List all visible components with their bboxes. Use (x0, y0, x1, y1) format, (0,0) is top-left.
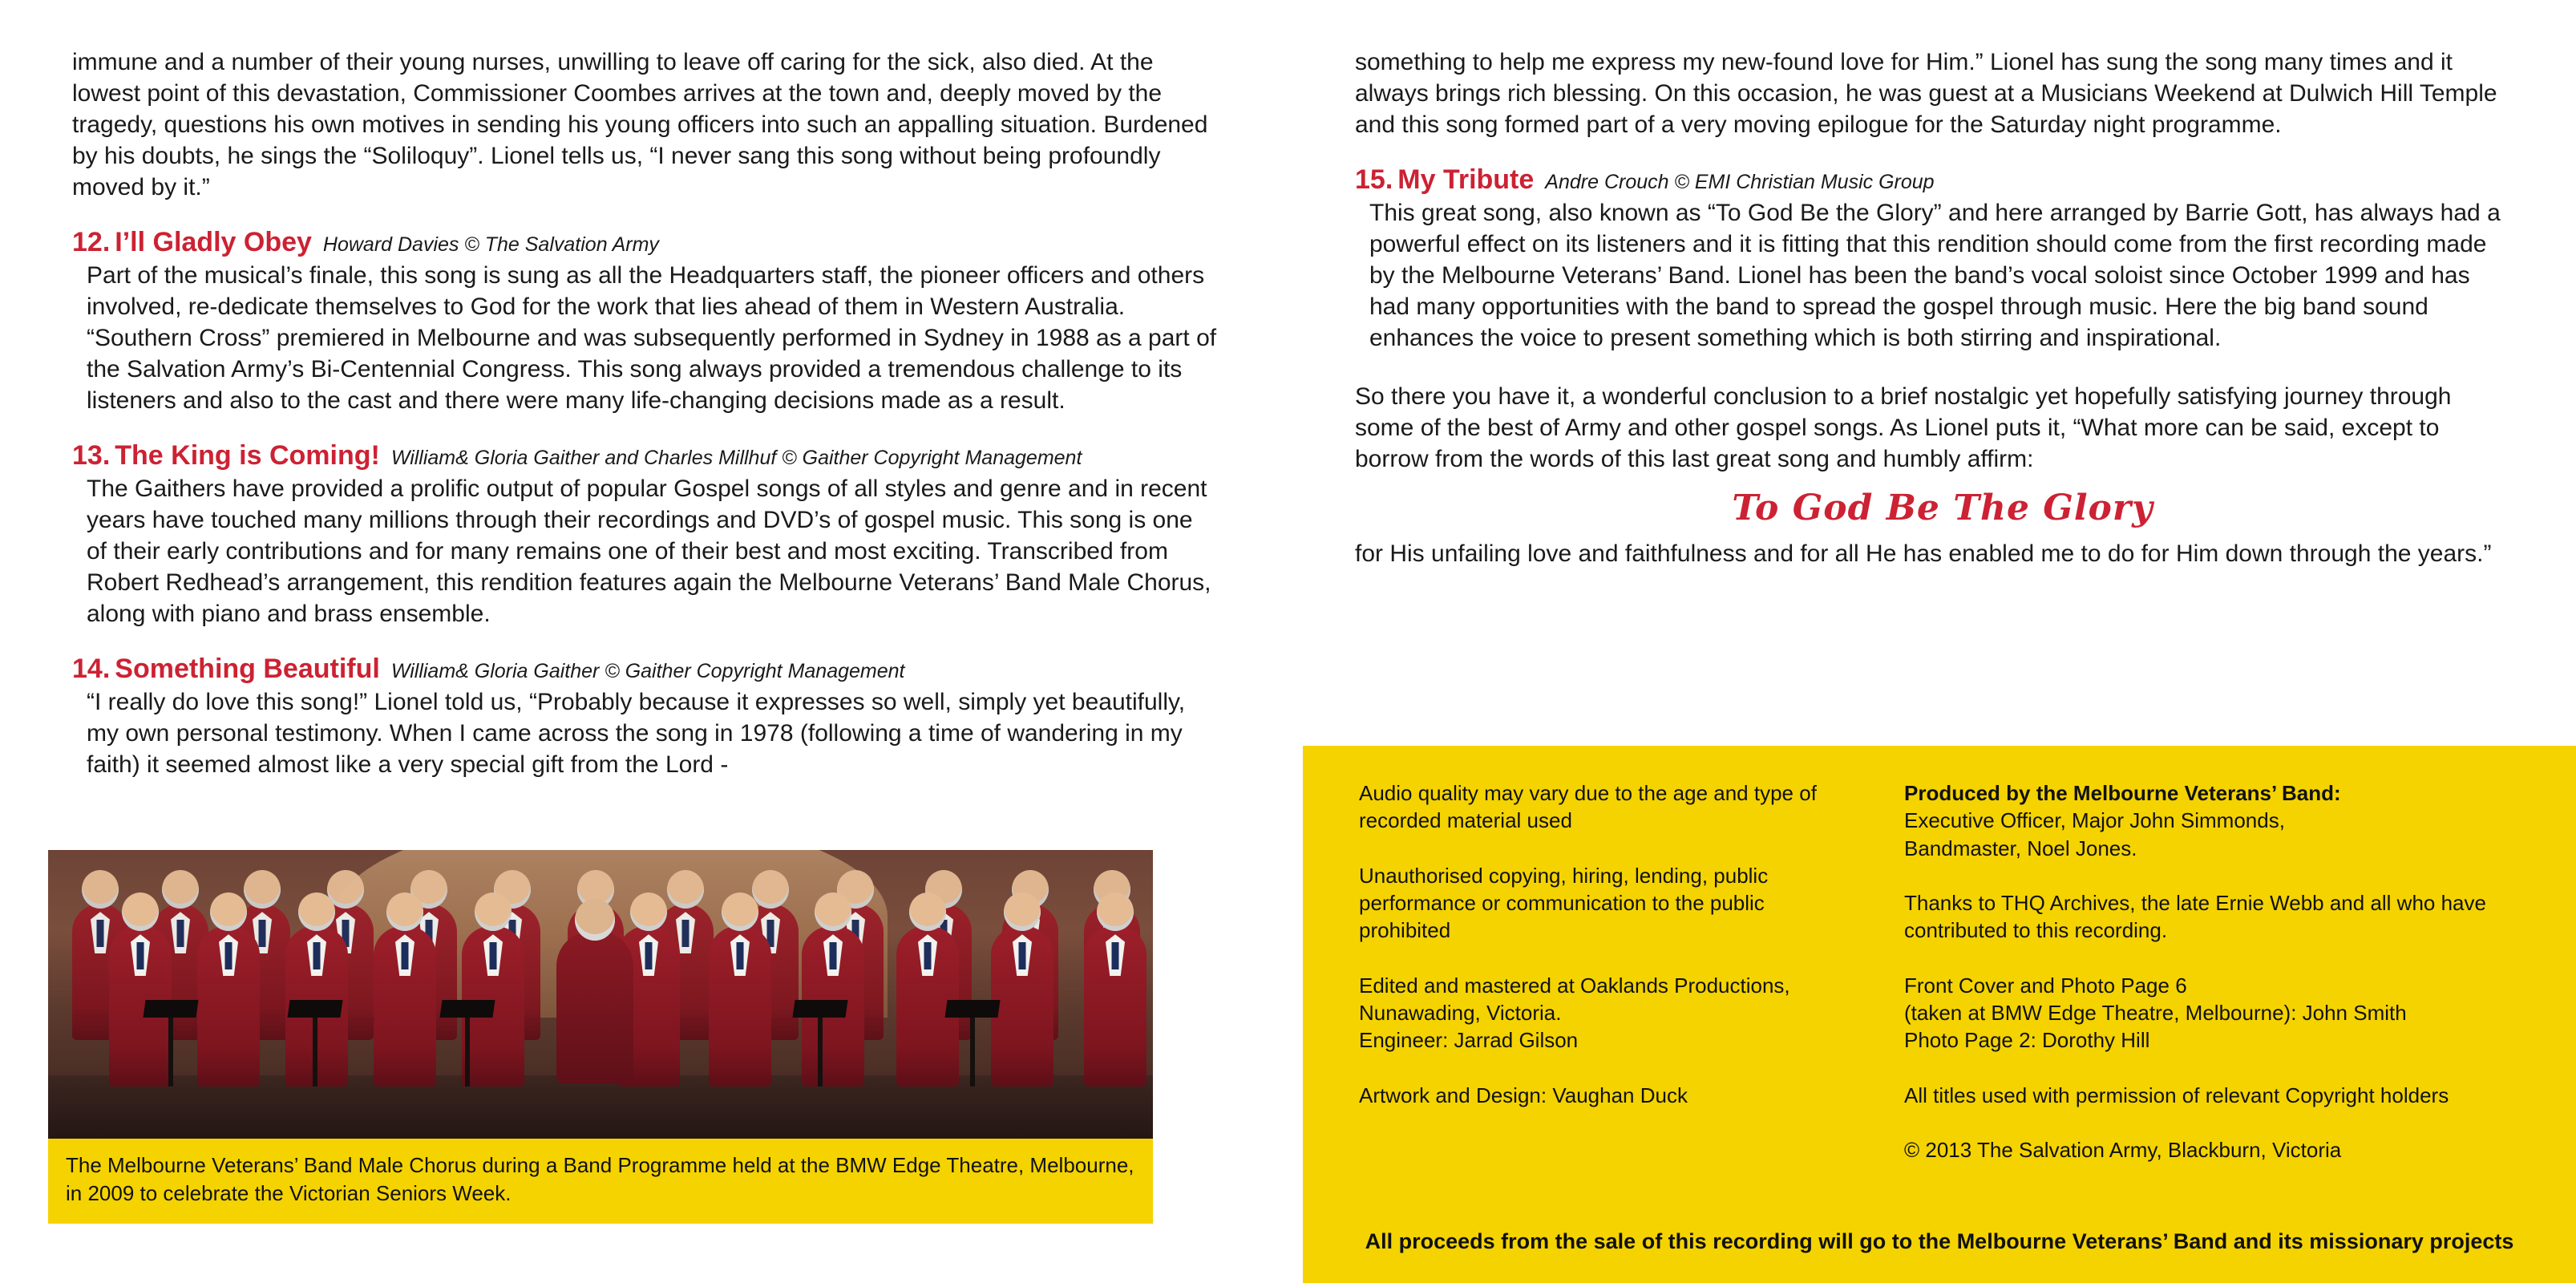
right-column (1355, 0, 2501, 576)
credit-engineer: Engineer: Jarrad Gilson (1359, 1028, 1579, 1053)
music-stand (970, 1013, 975, 1087)
track-entry-14 (72, 654, 1219, 685)
conductor (556, 931, 633, 1083)
credit-copyright: © 2013 The Salvation Army, Blackburn, Victoria (1904, 1137, 2342, 1162)
music-stand (465, 1013, 470, 1087)
left-column (72, 0, 1219, 780)
credit-thanks: Thanks to THQ Archives, the late Ernie Webb and all who have contributed to this recording. (1904, 890, 2486, 943)
track-number: 14. (72, 654, 111, 685)
chorus-member (709, 926, 771, 1087)
track-description-15: This great song, also known as “To God Be the Glory” and here arranged by Barrie Gott, has always had a powerful effect on its listeners and it is fitting that this rendition should come from the first recording made by the Melbourne Veterans’ Band. Lionel has been the band’s vocal soloist since October 1999 and has had many opportunities with the band to spread the gospel through music. Here the big band sound enhances the voice to present something which is both stirring and inspirational. (1369, 200, 2501, 352)
chorus-member (197, 926, 260, 1087)
closing-paragraph: So there you have it, a wonderful conclusion to a brief nostalgic yet hopefully satisfying journey through some of the best of Army and other gospel songs. As Lionel puts it, “What more can be said, except to borrow from the words of this last great song and humbly affirm: (1355, 383, 2452, 473)
credit-mastering: Edited and mastered at Oaklands Productions, Nunawading, Victoria. (1359, 973, 1790, 1025)
track-description-14: “I really do love this song!” Lionel told us, “Probably because it expresses so well, simply yet beautifully, my own personal testimony. When I came across the song in 1978 (following a time of wandering in my faith) it seemed almost like a very special gift from the Lord - (87, 689, 1186, 779)
track-title: I’ll Gladly Obey (115, 227, 312, 257)
track-title: Something Beautiful (115, 654, 380, 685)
music-stand (313, 1013, 317, 1087)
track-entry-15 (1355, 164, 2501, 196)
track-title: The King is Coming! (115, 440, 380, 472)
credit-bandmaster: Bandmaster, Noel Jones. (1904, 836, 2137, 860)
track-entry-13 (72, 440, 1219, 472)
credit-executive-officer: Executive Officer, Major John Simmonds, (1904, 808, 2285, 833)
credit-titles-permission: All titles used with permission of relevant Copyright holders (1904, 1083, 2449, 1107)
band-male-chorus-photo (48, 850, 1153, 1139)
track-credit: William& Gloria Gaither and Charles Millhuf © Gaither Copyright Management (390, 447, 1082, 470)
track-credit: Howard Davies © The Salvation Army (322, 233, 659, 256)
track-title: My Tribute (1397, 164, 1535, 195)
music-stand (168, 1013, 173, 1087)
to-god-be-the-glory-script: To God Be The Glory (1732, 488, 2153, 529)
credit-front-cover: Front Cover and Photo Page 6 (1904, 973, 2187, 998)
credit-unauthorised-copying: Unauthorised copying, hiring, lending, public performance or communication to the public prohibited (1359, 863, 1769, 943)
track-number: 12. (72, 227, 111, 257)
music-stand (818, 1013, 823, 1087)
chorus-member (374, 926, 436, 1087)
track-credit: William& Gloria Gaither © Gaither Copyright Management (390, 660, 905, 683)
credits-columns (1359, 779, 2544, 1191)
credit-photo-page-6: (taken at BMW Edge Theatre, Melbourne): John Smith (1904, 1000, 2407, 1025)
credit-artwork-design: Artwork and Design: Vaughan Duck (1359, 1083, 1688, 1107)
track-description-13: The Gaithers have provided a prolific output of popular Gospel songs of all styles and genre and in recent years have touched many millions through their recordings and DVD’s of gospel music. This song is one of their early contributions and for many remains one of their best and most exciting. Transcribed from Robert Redhead’s arrangement, this rendition features again the Melbourne Veterans’ Band Male Chorus, along with piano and brass ensemble. (87, 476, 1211, 628)
track-number: 13. (72, 440, 111, 472)
credit-produced-by-heading: Produced by the Melbourne Veterans’ Band: (1904, 781, 2341, 805)
track-entry-12 (72, 227, 1219, 258)
credits-left-column (1359, 779, 1856, 1191)
track-number: 15. (1355, 164, 1393, 195)
credits-footer-note: All proceeds from the sale of this recording will go to the Melbourne Veterans’ Band and its missionary projects (1365, 1229, 2514, 1253)
track-credit: Andre Crouch © EMI Christian Music Group (1545, 171, 1935, 193)
intro-paragraph: immune and a number of their young nurses, unwilling to leave off caring for the sick, also died. At the lowest point of this devastation, Commissioner Coombes arrives at the town and, deeply moved by the tragedy, questions his own motives in sending his young officers into such an appalling situation. Burdened by his doubts, he sings the “Soliloquy”. Lionel tells us, “I never sang this song without being profoundly moved by it.” (72, 49, 1208, 200)
continued-paragraph: something to help me express my new-found love for Him.” Lionel has sung the song many times and it always brings rich blessing. On this occasion, he was guest at a Musicians Weekend at Dulwich Hill Temple and this song formed part of a very moving epilogue for the Saturday night programme. (1355, 49, 2497, 138)
credits-panel (1303, 746, 2576, 1283)
final-paragraph: for His unfailing love and faithfulness and for all He has enabled me to do for Him down through the years.” (1355, 540, 2492, 568)
photo-block (48, 850, 1153, 1224)
chorus-member (1084, 926, 1146, 1087)
photo-caption-bar (48, 1139, 1153, 1224)
credit-photo-page-2: Photo Page 2: Dorothy Hill (1904, 1028, 2150, 1053)
credits-right-column (1904, 779, 2529, 1191)
photo-caption: The Melbourne Veterans’ Band Male Chorus during a Band Programme held at the BMW Edge Theatre, Melbourne, in 2009 to celebrate the Victorian Seniors Week. (66, 1153, 1134, 1206)
credit-audio-quality: Audio quality may vary due to the age and type of recorded material used (1359, 781, 1817, 833)
photo-chorus-row (48, 908, 1153, 1087)
track-description-12: Part of the musical’s finale, this song is sung as all the Headquarters staff, the pioneer officers and others involved, re-dedicate themselves to God for the work that lies ahead of them in Western Australia. “Southern Cross” premiered in Melbourne and was subsequently performed in Sydney in 1988 as a part of the Salvation Army’s Bi-Centennial Congress. This song always provided a tremendous challenge to its listeners and also to the cast and there were many life-changing decisions made as a result. (87, 262, 1217, 415)
chorus-member (991, 926, 1053, 1087)
